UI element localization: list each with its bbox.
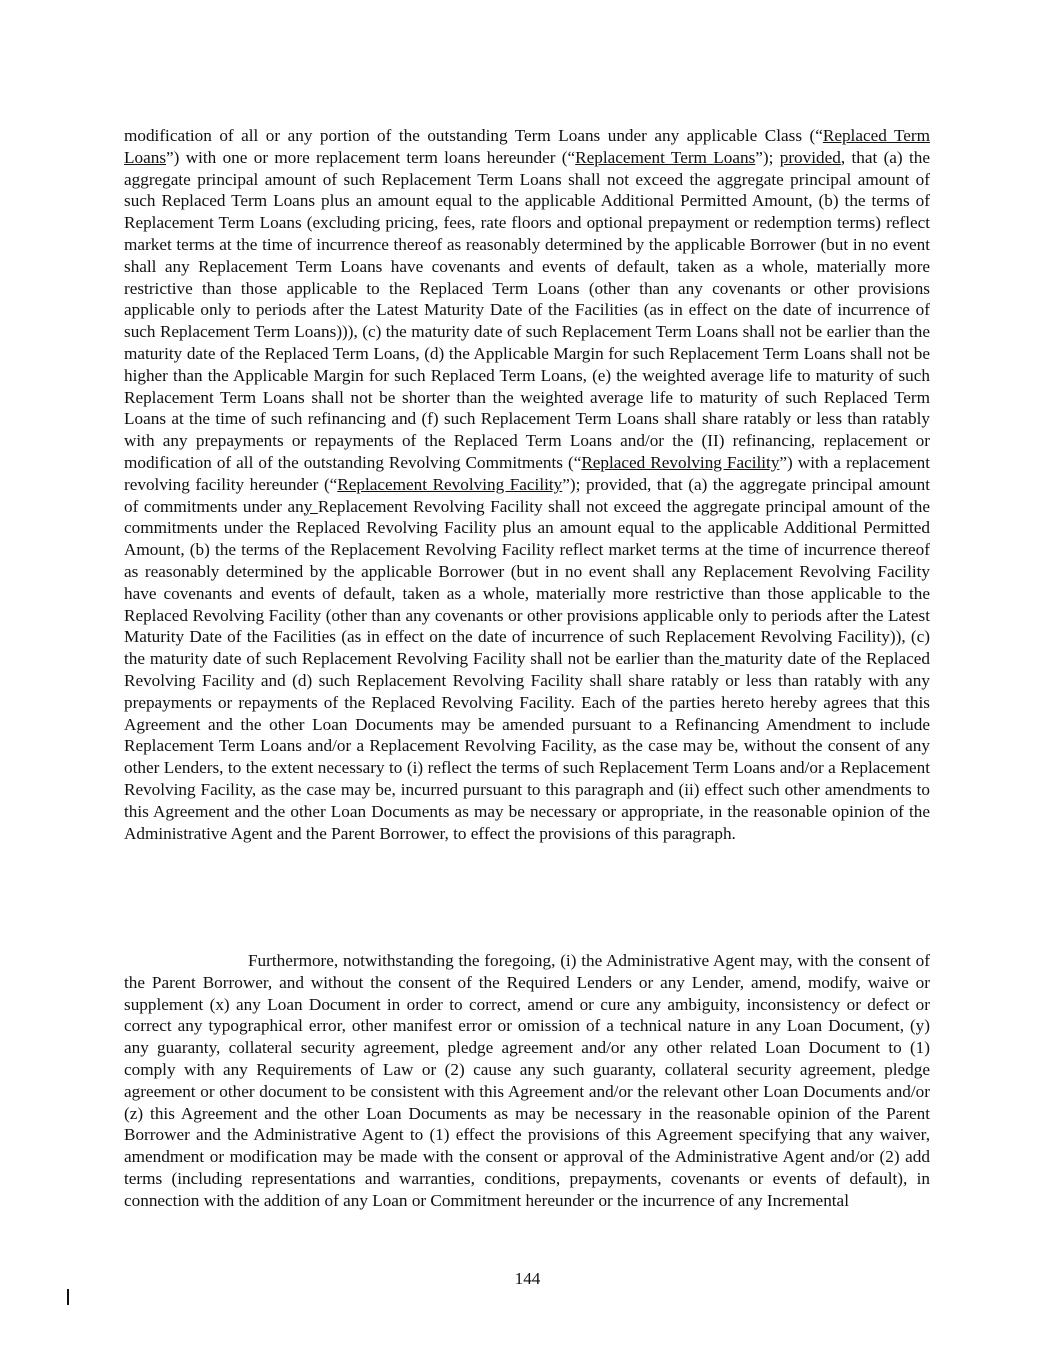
text-segment: Amount, (b) the terms of the Replacement Revolving Facility reflect market terms at the time of incurrence thereof as reasonably determined by the applicable Borrower (but in no event shall any Replacement Revolving Facility have covenants and events of default, taken as a whole, materially more restrictive than those applicable to the Replaced Revolving Facility (other than any covenants or other provisions applicable only to periods after the Latest Maturity Date of the Facilities (as in effect on the date of incurrence of such Replacement Revolving Facility)), (c) the maturity date of such Replacement Revolving Facility shall not be earlier than the bbox=[124, 540, 930, 669]
text-segment: maturity date of the Replaced Revolving Facility and (d) such Replacement Revolving Facility shall share ratably or less than ratably with any prepayments or repayments of the Replaced Revolving Facility. Each of the parties hereto hereby agrees that this Agreement and the other Loan Documents may be amended pursuant to a Refinancing Amendment to include Replacement Term Loans and/or a Replacement Revolving Facility, as the case may be, without the consent of any other Lenders, to the extent necessary to (i) reflect the terms of such Replacement Term Loans and/or a Replacement Revolving Facility, as the case may be, incurred pursuant to this paragraph and (ii) effect such other amendments to this Agreement and the other Loan Documents as may be necessary or appropriate, in the reasonable opinion of the Administrative Agent and the Parent Borrower, to effect the provisions of this paragraph. bbox=[124, 649, 931, 843]
defined-term-replaced-revolving-facility: Replaced Revolving Facility bbox=[581, 452, 780, 472]
text-segment: modification of all or any portion of the outstanding Term Loans under any applicable Class (“ bbox=[124, 126, 823, 145]
text-segment: , that (a) the aggregate principal amount of such Replacement Term Loans shall not exceed the aggregate principal amount of such Replaced Term Loans plus an amount equal to the applicable Additional Permitted Amount, (b) the terms of Replacement Term Loans (excluding pricing, fees, rate floors and optional prepayment or redemption terms) reflect market terms at the time of incurrence thereof as reasonably determined by the applicable Borrower (but in no event shall any Replacement Term Loans have covenants and events of default, taken as a whole, materially more restrictive than those applicable to the Replaced Term Loans (other than any covenants or other provisions applicable only to periods after the Latest Maturity Date of the Facilities (as in effect on the date of incurrence of such Replacement Term Loans))), (c) the maturity date of such Replacement Term Loans shall not be earlier than the maturity date of the Replaced Term Loans, (d) the Applicable Margin for such Replacement Term Loans shall not be higher than the Applicable Margin for such Replaced Term Loans, (e) the weighted average life to maturity of such Replacement Term Loans shall not be shorter than the weighted average life to maturity of such Replaced Term Loans at the time of such refinancing and (f) such Replacement Term Loans shall share ratably or less than ratably with any prepayments or repayments of the Replaced Term Loans and/or the (II) refinancing, replacement or modification of all of the outstanding Revolving Commitments (“ bbox=[124, 147, 930, 472]
defined-term-replaced-term-loans: Replaced Term Loans bbox=[124, 126, 930, 167]
text-segment: Replacement Revolving Facility shall not exceed the aggregate principal amount of the commitments under the Replaced Revolving Facility plus an amount equal to the applicable Additional Permitted bbox=[124, 496, 930, 538]
defined-term-replacement-revolving-facility: Replacement Revolving Facility bbox=[337, 474, 563, 494]
defined-term-replacement-term-loans: Replacement Term Loans bbox=[575, 147, 756, 167]
text-segment: ”); bbox=[755, 147, 780, 167]
change-bar-marker bbox=[67, 1289, 69, 1305]
paragraph-1 bbox=[124, 125, 930, 844]
revision-mark: y bbox=[303, 496, 318, 516]
text-segment: ”) with one or more replacement term loans hereunder (“ bbox=[166, 147, 576, 167]
text-segment: ”); provided, that (a) the aggregate principal amount of commitments under an bbox=[124, 474, 930, 516]
text-segment: ”) with a replacement revolving facility hereunder (“ bbox=[124, 452, 930, 494]
paragraph-2: Furthermore, notwithstanding the foregoing, (i) the Administrative Agent may, with the consent of the Parent Borrower, and without the consent of the Required Lenders or any Lender, amend, modify, waive or supplement (x) any Loan Document in order to correct, amend or cure any ambiguity, inconsistency or defect or correct any typographical error, other manifest error or omission of a technical nature in any Loan Document, (y) any guaranty, collateral security agreement, pledge agreement and/or any other related Loan Document to (1) comply with any Requirements of Law or (2) cause any such guaranty, collateral security agreement, pledge agreement or other document to be consistent with this Agreement and/or the relevant other Loan Documents and/or (z) this Agreement and the other Loan Documents as may be necessary in the reasonable opinion of the Parent Borrower and the Administrative Agent to (1) effect the provisions of this Agreement specifying that any waiver, amendment or modification may be made with the consent or approval of the Administrative Agent and/or (2) add terms (including representations and warranties, conditions, prepayments, covenants or events of default), in connection with the addition of any Loan or Commitment hereunder or the incurrence of any Incremental bbox=[124, 951, 930, 1210]
page-number: 144 bbox=[514, 1269, 541, 1288]
emphasis-provided: provided bbox=[779, 147, 841, 167]
